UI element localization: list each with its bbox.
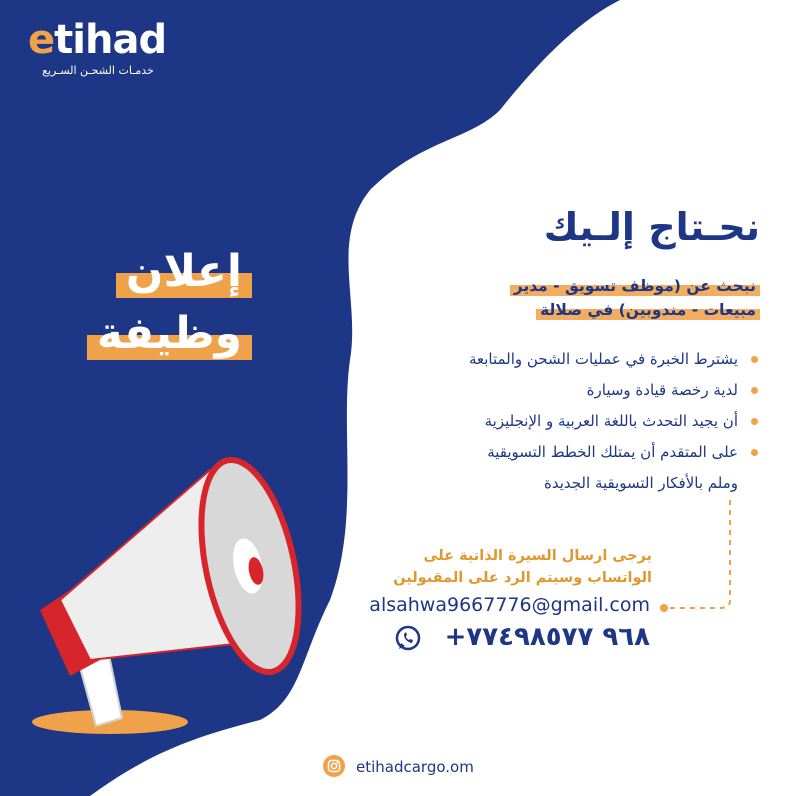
requirement-text: يشترط الخبرة في عمليات الشحن والمتابعة [468, 350, 738, 368]
requirement-continuation [360, 468, 760, 499]
website-link[interactable]: etihadcargo.om [356, 758, 474, 776]
requirement-text: وملم بالأفكار التسويقية الجديدة [543, 474, 738, 492]
brand-logo-rest: tihad [54, 17, 167, 63]
requirement-text: أن يجيد التحدث باللغة العربية و الإنجليزية [484, 412, 738, 430]
cv-note-line2: الواتساب وسيتم الرد على المقبولين [393, 570, 652, 586]
bullet-icon [751, 449, 758, 456]
subline-line1: نبحث عن (موظف تسويق - مدير [510, 276, 760, 296]
requirement-text: لدية رخصة قيادة وسيارة [586, 381, 738, 399]
bullet-icon [751, 387, 758, 394]
bullet-icon [751, 418, 758, 425]
connector-dot [660, 604, 668, 612]
bullet-icon [751, 356, 758, 363]
subline-line2: مبيعات - مندوبين) في صلالة [536, 300, 760, 320]
brand-tagline: خدمـات الشحـن السـريع [42, 64, 154, 77]
announcement-line1: إعلان [116, 246, 252, 298]
brand-logo [28, 18, 178, 88]
subline [400, 276, 760, 324]
instagram-icon [323, 755, 345, 777]
announcement-line2: وظيفة [87, 308, 252, 360]
brand-logo-wordmark [28, 18, 178, 62]
headline: نحـتاج إلـيك [543, 205, 760, 249]
requirement-item [360, 375, 760, 406]
job-announcement [62, 246, 252, 370]
contact-phone[interactable]: +٩٦٨ ٧٧٤٩٨٥٧٧ [444, 622, 650, 652]
cv-note [332, 545, 652, 589]
whatsapp-icon [394, 624, 422, 652]
requirement-item [360, 406, 760, 437]
requirement-item [360, 437, 760, 468]
cv-note-line1: يرجى ارسال السيرة الذاتية على [423, 548, 652, 564]
contact-email[interactable]: alsahwa9667776@gmail.com [369, 594, 650, 616]
brand-logo-prefix: e [28, 17, 55, 63]
requirements-list [360, 344, 760, 499]
requirement-text: على المتقدم أن يمتلك الخطط التسويقية [487, 443, 738, 461]
requirement-item [360, 344, 760, 375]
